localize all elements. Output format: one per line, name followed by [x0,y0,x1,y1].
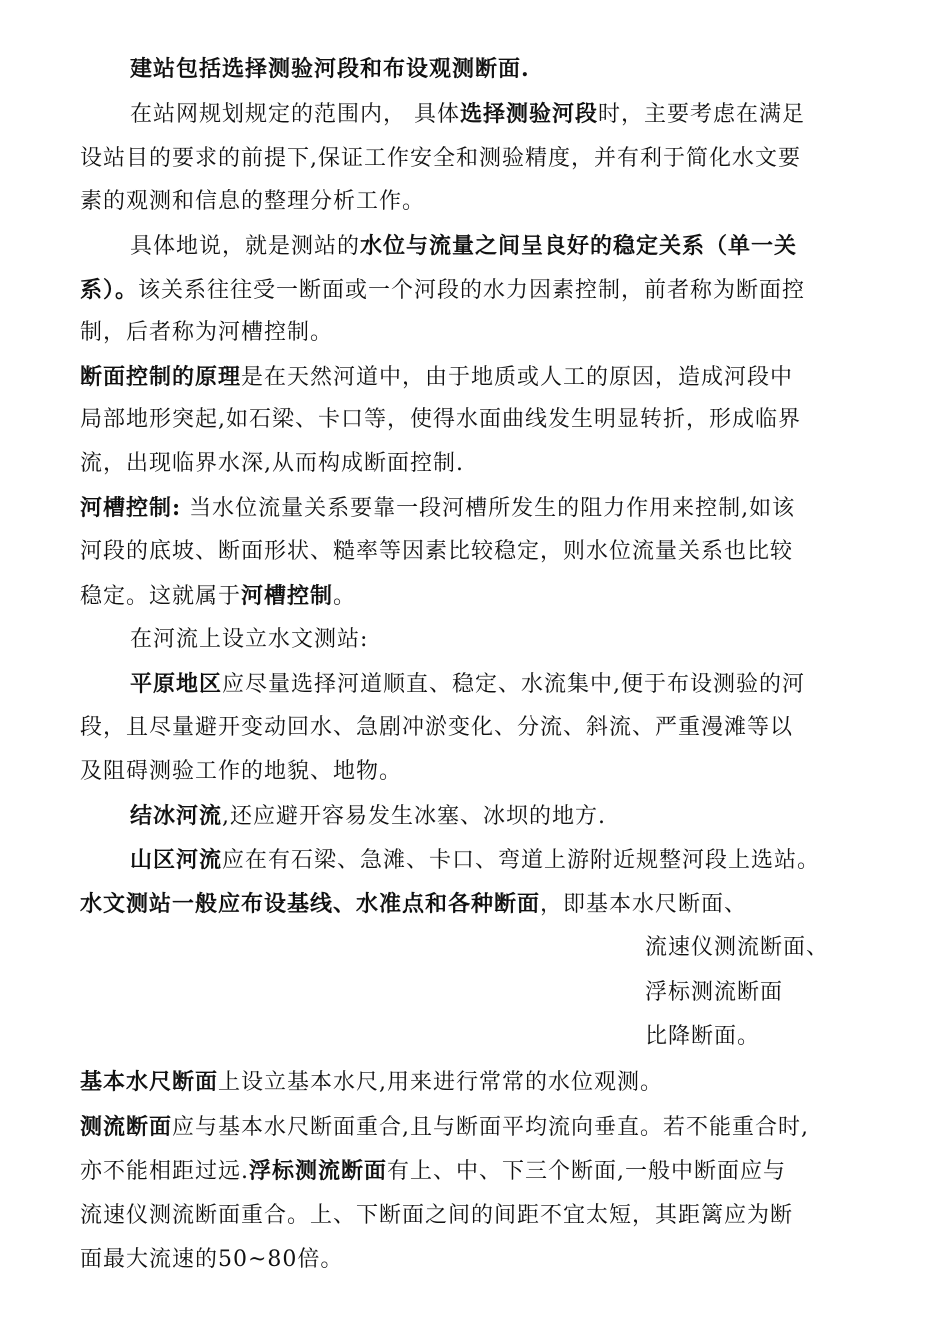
paragraph-line: 流，出现临界水深,从而构成断面控制. [80,451,464,476]
bold-text: 结冰河流 [130,803,223,829]
text-span: 时，主要考虑在满足 [598,102,806,127]
text-span: 稳定。这就属于 [80,584,242,609]
bold-text: 测流断面 [80,1114,173,1140]
paragraph-line [80,581,895,612]
paragraph-line [130,231,895,262]
paragraph-line [130,845,895,876]
list-item: 流速仪测流断面、 [645,935,830,960]
paragraph-line: 河段的底坡、断面形状、糙率等因素比较稳定，则水位流量关系也比较 [80,539,794,564]
bold-text: 建站包括选择测验河段和布设观测断面. [130,56,530,82]
paragraph-line [80,1067,895,1098]
bold-text: 山区河流 [130,847,223,873]
paragraph-line: 流速仪测流断面重合。上、下断面之间的间距不宜太短，其距篱应为断 [80,1203,794,1228]
paragraph-line: 段，且尽量避开变动回水、急剧冲淤变化、分流、斜流、严重漫滩等以 [80,715,794,740]
paragraph-line: 在河流上设立水文测站: [130,627,369,652]
paragraph-line [80,275,895,306]
paragraph-line [80,1112,895,1143]
paragraph-line: 素的观测和信息的整理分析工作。 [80,189,426,214]
list-item: 浮标测流断面 [645,980,784,1005]
text-span: 是在天然河道中，由于地质或人工的原因，造成河段中 [241,365,794,390]
bold-text: 选择测验河段 [460,101,599,127]
text-span: 当水位流量关系要靠一段河槽所发生的阻力作用来控制,如该 [181,496,796,521]
text-span: 在站网规划规定的范围内， 具体 [130,102,460,127]
paragraph-line [80,362,895,393]
bold-text: 基本水尺断面 [80,1069,219,1095]
paragraph-line: 设站目的要求的前提下,保证工作安全和测验精度，并有利于简化水文要 [80,146,801,171]
text-span: 该关系往往受一断面或一个河段的水力因素控制，前者称为断面控 [138,278,806,303]
paragraph-line [130,54,895,85]
bold-text: 河槽控制 [241,583,334,609]
paragraph-line: 面最大流速的50~80倍。 [80,1247,344,1272]
paragraph-line [80,493,895,524]
bold-text: 断面控制的原理 [80,364,242,390]
text-span: 。 [333,584,357,609]
paragraph-line [80,1156,895,1187]
paragraph-line [130,801,895,832]
bold-text: 水位与流量之间呈良好的稳定关系（单一关 [360,233,798,259]
bold-text: 水文测站一般应布设基线、水准点和各种断面 [80,891,541,917]
list-item: 比降断面。 [645,1024,761,1049]
text-span: 上设立基本水尺,用来进行常常的水位观测。 [218,1070,664,1095]
bold-text: 浮标测流断面 [249,1158,388,1184]
text-span: 应尽量选择河道顺直、稳定、水流集中,便于布设测验的河 [222,672,806,697]
text-span: ,还应避开容易发生冰塞、冰坝的地方. [222,804,607,829]
text-span: ，即基本水尺断面、 [540,892,748,917]
paragraph-line [130,99,895,130]
text-span: 应在有石梁、急滩、卡口、弯道上游附近规整河段上选站。 [222,848,821,873]
paragraph-line [130,669,895,700]
bold-text: 平原地区 [130,671,223,697]
text-span: 具体地说，就是测站的 [130,234,361,259]
text-span: 应与基本水尺断面重合,且与断面平均流向垂直。若不能重合时, [172,1115,810,1140]
paragraph-line: 局部地形突起,如石梁、卡口等，使得水面曲线发生明显转折，形成临界 [80,407,801,432]
paragraph-line: 制，后者称为河槽控制。 [80,320,334,345]
text-span: 亦不能相距过远. [80,1159,249,1184]
text-span: 有上、中、下三个断面,一般中断面应与 [387,1159,787,1184]
bold-text: 河槽控制: [80,495,182,521]
paragraph-line [80,889,895,920]
bold-text: 系）。 [80,277,139,303]
paragraph-line: 及阻碍测验工作的地貌、地物。 [80,759,403,784]
